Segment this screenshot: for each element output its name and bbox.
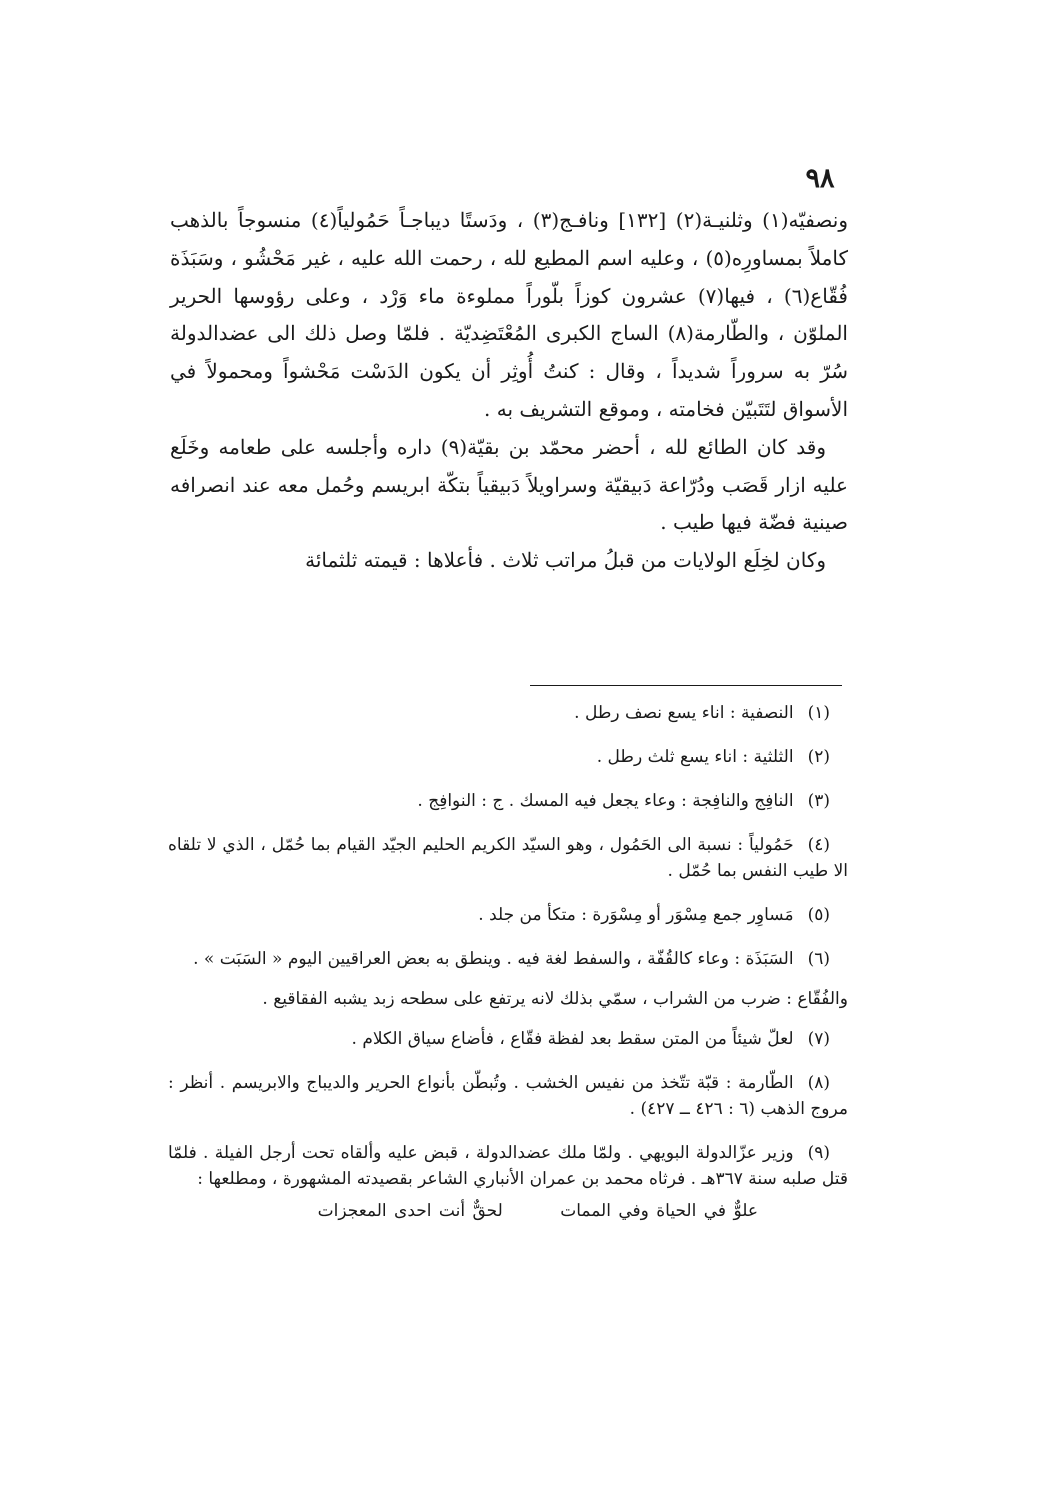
verse-hemistich-2: لحقٌّ أنت احدى المعجزات (317, 1201, 503, 1221)
paragraph: وكان لخِلَع الولايات من قبلُ مراتب ثلاث . فأعلاها : قيمته ثلثمائة (305, 548, 826, 573)
page-number: ٩٨ (805, 163, 835, 194)
footnote-text: مَساوِر جمع مِسْوَر أو مِسْوَرة : متكأ من جلد . (478, 905, 794, 925)
footnote-mark: (٩) (807, 1143, 830, 1163)
footnote (168, 946, 848, 972)
footnote-text: وزير عزّالدولة البويهي . ولمّا ملك عضدالدولة ، قبض عليه وألقاه تحت أرجل الفيلة . فلمّا قتل صلبه سنة ٣٦٧هـ . فرثاه محمد بن عمران الأنباري الشاعر بقصيدته المشهورة ، ومطلعها : (168, 1143, 848, 1189)
footnote-continuation (168, 986, 848, 1012)
verse-hemistich-1: علوٌّ في الحياة وفي الممات (560, 1201, 758, 1221)
footnote-mark: (١) (807, 703, 830, 723)
footnote-text: لعلّ شيئاً من المتن سقط بعد لفظة فقّاع ، فأضاع سياق الكلام . (351, 1029, 794, 1049)
footnote-text: النافِج والنافِجة : وعاء يجعل فيه المسك . ج : النوافِج . (417, 791, 794, 811)
footnote (168, 1026, 848, 1052)
paragraph: وقد كان الطائع لله ، أحضر محمّد بن بقيّة(٩) داره وأجلسه على طعامه وخَلَع عليه ازار قَصَب ودُرّاعة دَبيقيّة وسراويلاً دَبيقياً بتكّة ابريسم وحُمل معه عند انصرافه صينية فضّة فيها طيب . (170, 434, 848, 535)
footnote-mark: (٧) (807, 1029, 830, 1049)
footnote (168, 700, 848, 726)
footnote-text: الثلثية : اناء يسع ثلث رطل . (596, 747, 794, 767)
footnote-text: حَمُولياً : نسبة الى الحَمُول ، وهو السيّد الكريم الحليم الجيّد القيام بما حُمّل ، الذي لا تلقاه الا طيب النفس بما حُمّل . (168, 835, 848, 881)
verse-line (168, 1198, 848, 1224)
footnote-text: الطّارمة : قبّة تتّخذ من نفيس الخشب . وتُبطّن بأنواع الحرير والديباج والابريسم . أنظر : مروج الذهب (٦ : ٤٢٦ ــ ٤٢٧) . (168, 1073, 848, 1119)
footnote-mark: (٢) (807, 747, 830, 767)
main-text (170, 202, 848, 580)
footnote (168, 1140, 848, 1192)
footnote-mark: (٤) (807, 835, 830, 855)
footnote-text: والفُقّاع : ضرب من الشراب ، سمّي بذلك لانه يرتفع على سطحه زبد يشبه الفقاقيع . (262, 989, 848, 1009)
footnote-text: النصفية : اناء يسع نصف رطل . (574, 703, 794, 723)
footnote (168, 744, 848, 770)
footnote-mark: (٥) (807, 905, 830, 925)
footnote-mark: (٨) (807, 1073, 830, 1093)
footnote-text: السَبَذَة : وعاء كالقُفّة ، والسفط لغة فيه . وينطق به بعض العراقيين اليوم « السَبَت » . (193, 949, 794, 969)
footnote-mark: (٦) (807, 949, 830, 969)
footnote (168, 832, 848, 884)
footnote (168, 902, 848, 928)
footnote-separator (530, 685, 842, 686)
footnote-mark: (٣) (807, 791, 830, 811)
footnote (168, 788, 848, 814)
paragraph: ونصفيّه(١) وثلنيـة(٢) [١٣٢] ونافـج(٣) ، ودَستًا ديباجـاً حَمُولياً(٤) منسوجاً بالذهب كاملاً بمساورِه(٥) ، وعليه اسم المطيع لله ، رحمت الله عليه ، غير مَحْشُو ، وسَبَذَة فُقّاع(٦) ، فيها(٧) عشرون كوزاً بلّوراً مملوءة ماء وَرْد ، وعلى رؤوسها الحرير الملوّن ، والطّارمة(٨) الساج الكبرى المُعْتَضِديّة . فلمّا وصل ذلك الى عضدالدولة سُرّ به سروراً شديداً ، وقال : كنتُ أُوثِر أن يكون الدَسْت مَحْشواً ومحمولاً في الأسواق لتَتَبيّن فخامته ، وموقع التشريف به . (170, 208, 848, 421)
footnotes (168, 700, 848, 1224)
footnote (168, 1070, 848, 1122)
